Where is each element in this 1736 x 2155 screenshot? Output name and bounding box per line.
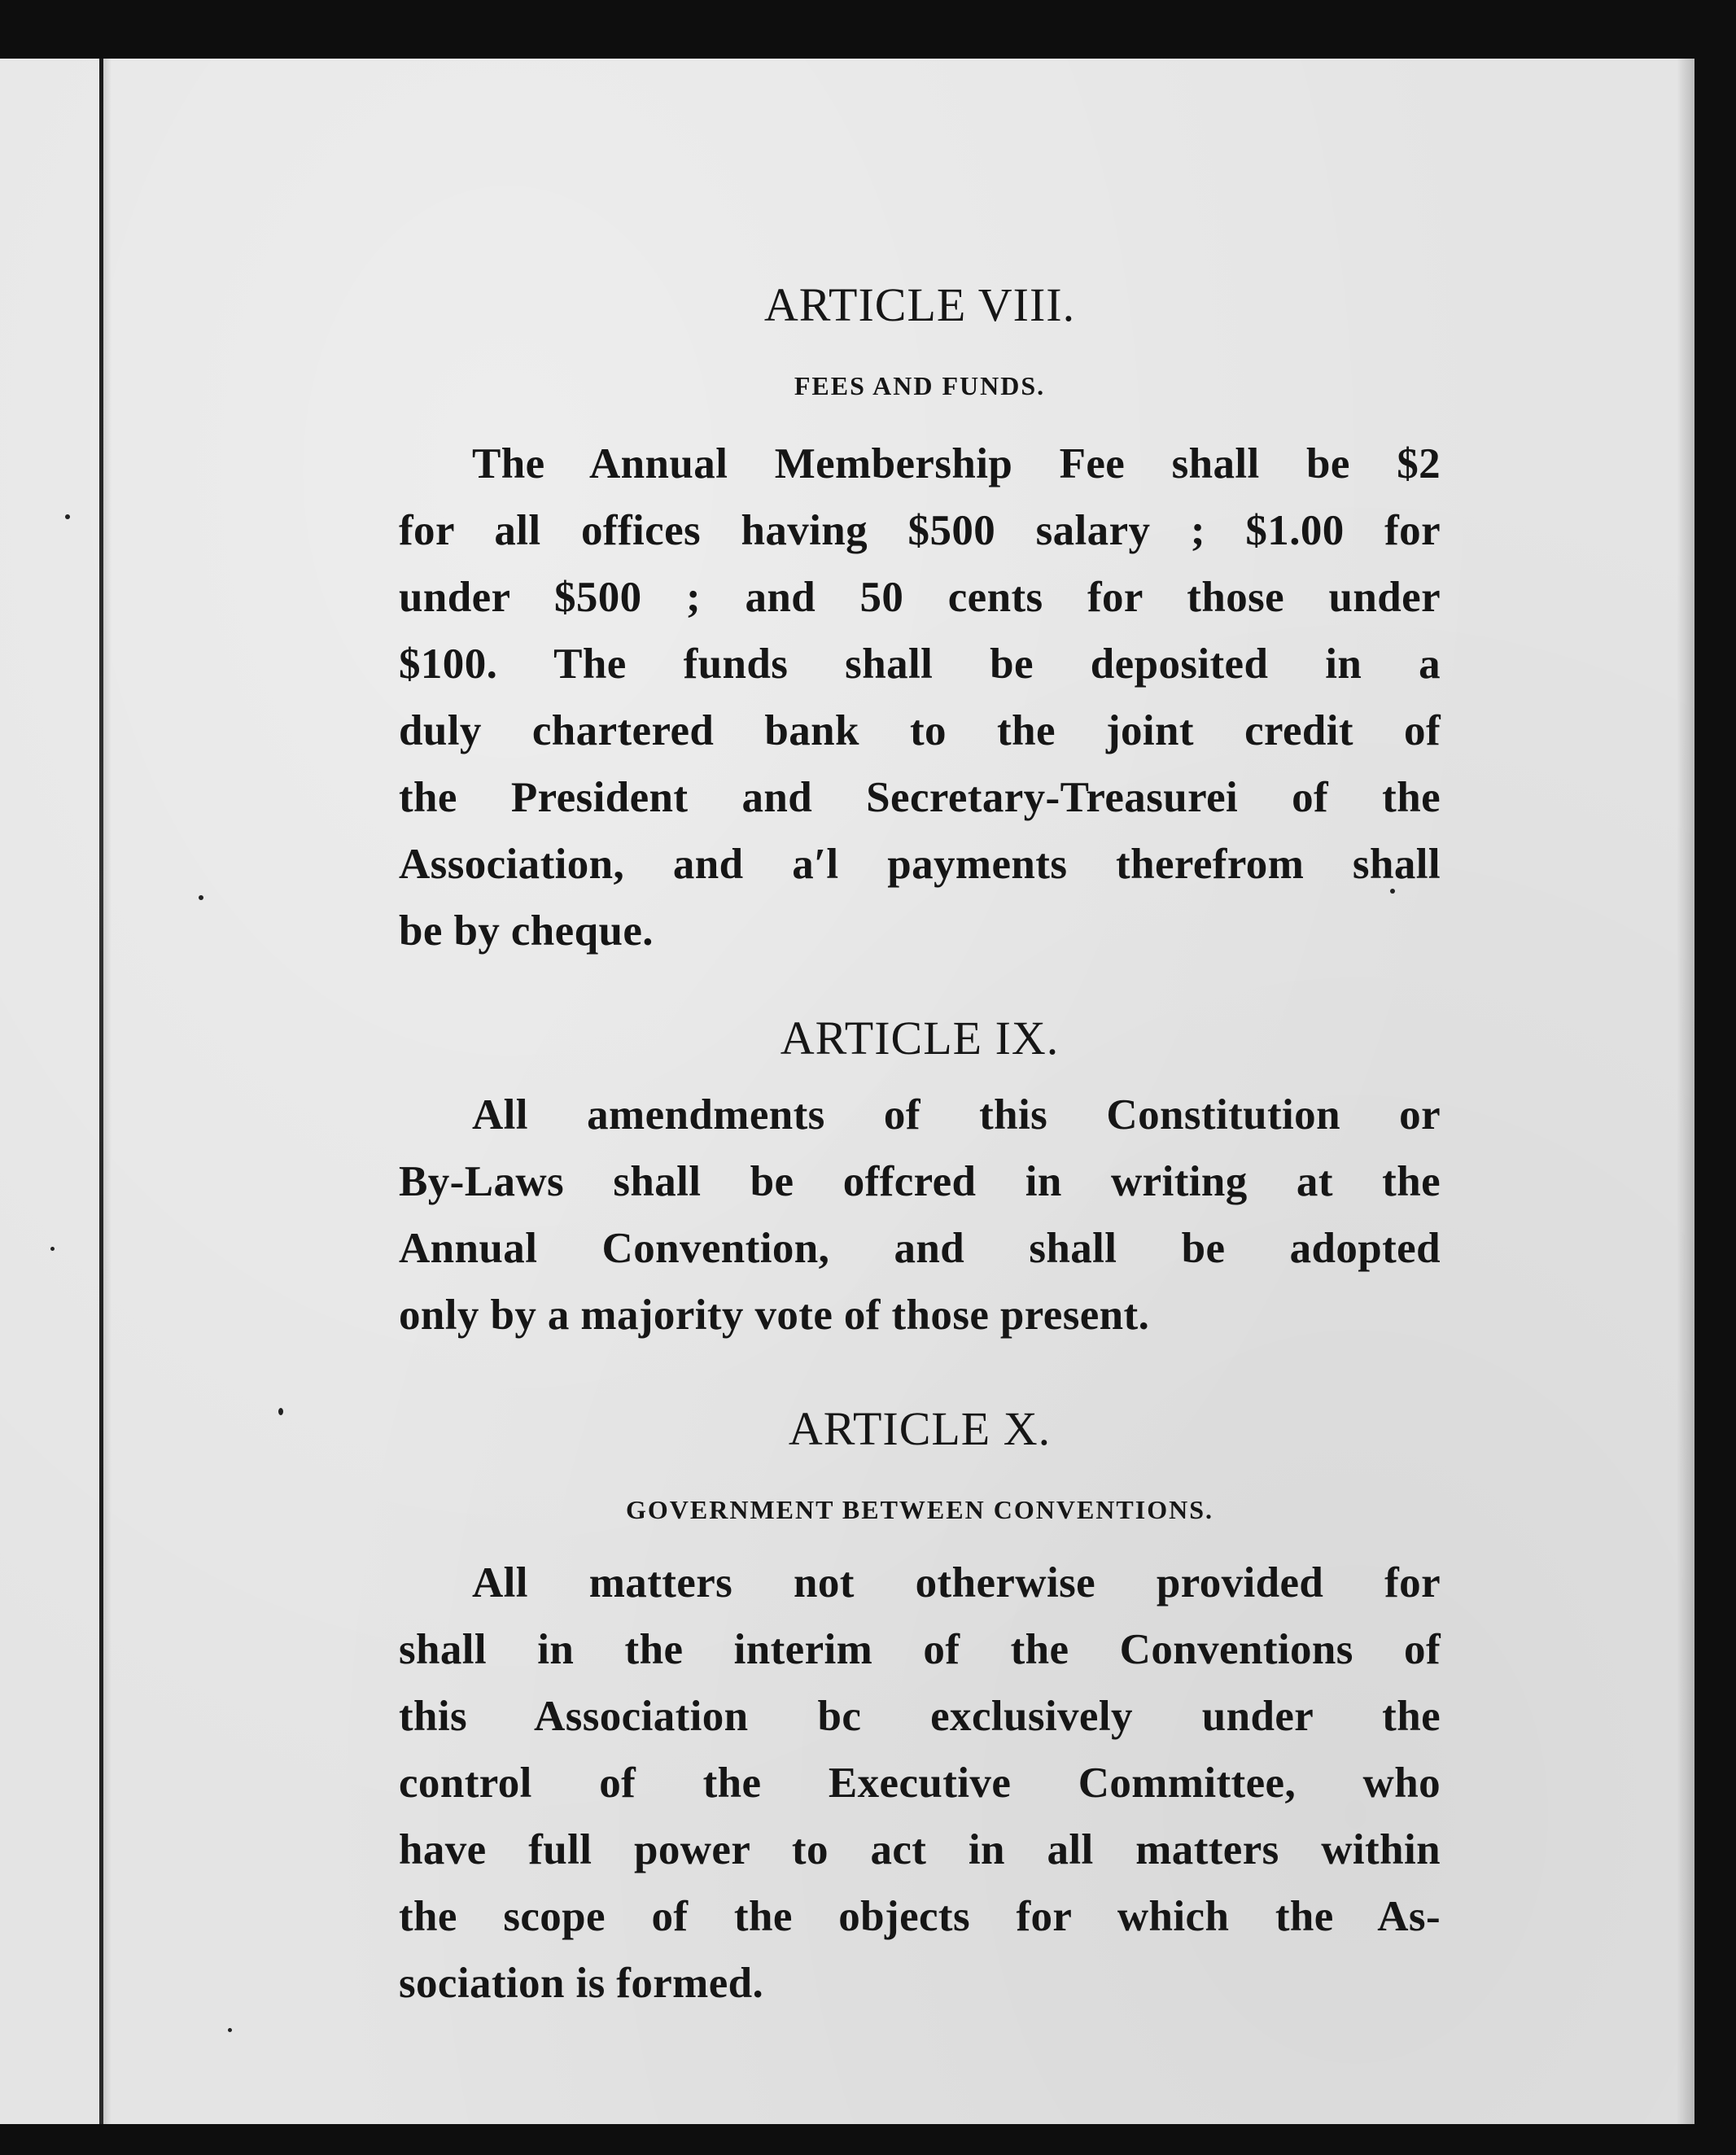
text-line: under $500 ; and 50 cents for those under [399,574,1441,621]
article-paragraph [399,1550,1441,2017]
article-paragraph [399,1082,1441,1349]
text-line: be by cheque. [399,907,654,955]
text-line: for all offices having $500 salary ; $1.00 for [399,507,1441,554]
article-heading: ARTICLE X. [788,1402,1052,1455]
article-heading: ARTICLE IX. [780,1012,1060,1064]
scan-speck [199,895,203,900]
text-line: this Association bc exclusively under the [399,1693,1441,1740]
article-paragraph [399,431,1441,964]
text-line: control of the Executive Committee, who [399,1759,1441,1807]
text-line: have full power to act in all matters within [399,1826,1441,1873]
text-line: The Annual Membership Fee shall be $2 [472,440,1441,487]
article-subheading: FEES AND FUNDS. [794,371,1046,400]
article-viii [399,278,1441,964]
scan-speck [228,2028,232,2032]
scan-speck [50,1247,55,1251]
text-line: Annual Convention, and shall be adopted [399,1225,1441,1272]
text-line: the scope of the objects for which the As- [399,1893,1441,1940]
text-line: All matters not otherwise provided for [472,1559,1441,1606]
gutter-shadow [103,59,112,2124]
scan-speck [278,1408,283,1415]
article-x [399,1402,1441,2017]
scanned-page [0,59,1694,2124]
text-line: duly chartered bank to the joint credit of [399,707,1441,754]
page-edge [1677,59,1694,2124]
text-line: the President and Secretary-Treasurei of the [399,774,1441,821]
text-line: $100. The funds shall be deposited in a [399,640,1441,688]
article-ix [399,1012,1441,1349]
scan-speck [65,514,70,519]
text-line: shall in the interim of the Conventions of [399,1626,1441,1673]
text-line: All amendments of this Constitution or [472,1091,1441,1139]
text-line: only by a majority vote of those present. [399,1292,1150,1339]
document-body [399,210,1441,2017]
text-line: sociation is formed. [399,1960,764,2007]
article-heading: ARTICLE VIII. [763,278,1076,331]
text-line: By-Laws shall be offcred in writing at the [399,1158,1441,1205]
text-line: Association, and aʹl payments therefrom shall [399,841,1441,888]
article-subheading: GOVERNMENT BETWEEN CONVENTIONS. [626,1495,1213,1524]
